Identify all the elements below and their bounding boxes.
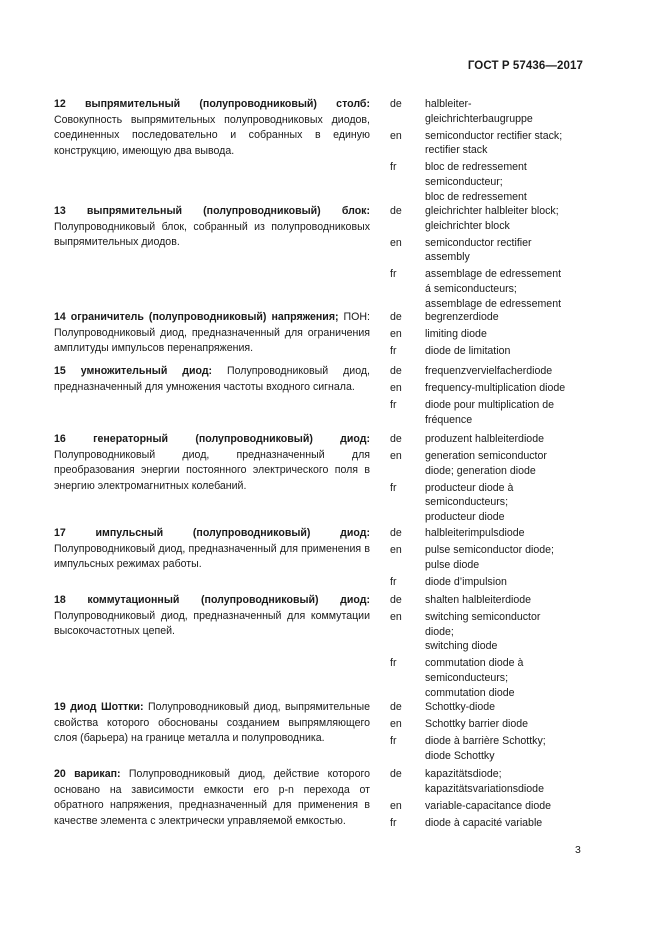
translation-text: halbleiter- gleichrichterbaugruppe (425, 98, 533, 125)
translation-text: shalten halbleiterdiode (425, 594, 532, 606)
term-definition: Полупроводниковый диод, предназначенный для коммутации высокочастотных цепей. (54, 609, 370, 638)
translation-text: generation semiconductor diode; generation diode (425, 450, 547, 477)
term-title: 12 выпрямительный (полупроводниковый) столб: (54, 98, 370, 110)
lang-code: de (390, 701, 402, 713)
translation-text: diode d’impulsion (425, 575, 507, 588)
standard-number: ГОСТ Р 57436—2017 (467, 60, 583, 72)
translation-text: kapazitätsdiode; kapazitätsvariationsdiode (425, 768, 544, 795)
translation-text: frequency-multiplication diode (425, 382, 566, 395)
lang-code: en (390, 718, 402, 731)
translation-text: variable-capacitance diode (425, 799, 552, 812)
lang-code: fr (390, 481, 397, 494)
translation-text: assemblage de edressement á semiconducteurs; assemblage de edressement (425, 268, 562, 310)
lang-code: fr (390, 575, 397, 588)
translations-16 (390, 432, 600, 527)
translations-19 (390, 700, 600, 766)
translation-text: halbleiterimpulsdiode (425, 527, 525, 539)
translation-text: Schottky-diode (425, 701, 496, 713)
term-definition: Полупроводниковый диод, предназначенный для умножения частоты входного сигнала. (54, 365, 370, 393)
term-entry-17 (54, 526, 370, 573)
translation-text: diode à capacité variable (425, 816, 543, 829)
translation-text: producteur diode à semiconducteurs; producteur diode (425, 481, 514, 523)
lang-code: en (390, 328, 402, 341)
translation-text: bloc de redressement semiconducteur; bloc de redressement (425, 161, 527, 203)
lang-code: fr (390, 161, 397, 174)
translation-text: begrenzerdiode (425, 311, 499, 323)
lang-code: de (390, 768, 402, 780)
translations-12 (390, 97, 600, 207)
translation-text: produzent halbleiterdiode (425, 433, 544, 445)
translations-14 (390, 310, 600, 361)
lang-code: fr (390, 268, 397, 281)
term-entry-20 (54, 767, 370, 829)
translations-20 (390, 767, 600, 833)
lang-code: en (390, 544, 402, 557)
page-number: 3 (575, 844, 581, 856)
term-title: 15 умножительный диод: (54, 365, 213, 377)
lang-code: de (390, 527, 402, 539)
translations-15 (390, 364, 600, 430)
term-title: 18 коммутационный (полупроводниковый) диод: (54, 594, 370, 606)
term-definition: Полупроводниковый диод, предназначенный для преобразования энергии постоянного электрического поля в энергию электромагнитных колебаний. (54, 448, 370, 492)
lang-code: en (390, 236, 402, 249)
lang-code: en (390, 129, 402, 142)
term-definition: Полупроводниковый блок, собранный из полупроводниковых выпрямительных диодов. (54, 220, 370, 249)
term-title: 14 ограничитель (полупроводниковый) напряжения; (54, 311, 339, 323)
lang-code: en (390, 450, 402, 463)
translation-text: gleichrichter halbleiter block; gleichrichter block (425, 205, 559, 232)
term-title: 19 диод Шоттки: (54, 701, 144, 713)
term-definition: Полупроводниковый диод, действие которого основано на зависимости емкости его p-n перехода от обратного напряжения, предназначенный для применения в качестве элемента с электрически управляемой емкостью. (54, 768, 370, 827)
term-entry-16 (54, 432, 370, 494)
translations-17 (390, 526, 600, 592)
lang-code: fr (390, 657, 397, 670)
lang-code: de (390, 433, 402, 445)
translation-text: limiting diode (425, 328, 487, 341)
lang-code: de (390, 205, 402, 217)
translation-text: diode pour multiplication de fréquence (425, 399, 554, 426)
term-definition: Полупроводниковый диод, выпрямительные свойства которого обоснованы созданием выпрямляющего слоя (барьера) на границе металла и полупроводника. (54, 701, 370, 745)
translation-text: semiconductor rectifier stack; rectifier stack (425, 129, 563, 157)
translation-text: semiconductor rectifier assembly (425, 236, 532, 264)
lang-code: fr (390, 816, 397, 829)
translations-18 (390, 593, 600, 703)
term-entry-12 (54, 97, 370, 159)
term-definition: Совокупность выпрямительных полупроводниковых диодов, соединенных последовательно и собранных в единую конструкцию, имеющую два вывода. (54, 113, 370, 157)
translation-text: frequenzvervielfacherdiode (425, 365, 553, 377)
lang-code: fr (390, 735, 397, 748)
lang-code: de (390, 98, 402, 110)
lang-code: en (390, 611, 402, 624)
translation-text: diode à barrière Schottky; diode Schottky (425, 735, 546, 762)
term-title: 20 варикап: (54, 768, 121, 780)
term-entry-18 (54, 593, 370, 640)
lang-code: fr (390, 399, 397, 412)
term-title: 17 импульсный (полупроводниковый) диод: (54, 527, 370, 539)
term-definition: Полупроводниковый диод, предназначенный для применения в импульсных режимах работы. (54, 542, 370, 571)
translation-text: switching semiconductor diode; switching diode (425, 611, 541, 653)
translation-text: pulse semiconductor diode; pulse diode (425, 544, 554, 571)
lang-code: en (390, 382, 402, 395)
lang-code: de (390, 594, 402, 606)
lang-code: fr (390, 345, 397, 358)
term-entry-15 (54, 364, 370, 395)
lang-code: de (390, 365, 402, 377)
term-title: 13 выпрямительный (полупроводниковый) блок: (54, 205, 370, 217)
term-definition: ПОН: Полупроводниковый диод, предназначенный для ограничения амплитуды импульсов перенапряжения. (54, 311, 370, 355)
translation-text: commutation diode à semiconducteurs; commutation diode (425, 657, 524, 699)
term-title: 16 генераторный (полупроводниковый) диод: (54, 433, 370, 445)
lang-code: de (390, 311, 402, 323)
translation-text: Schottky barrier diode (425, 718, 529, 731)
translations-13 (390, 204, 600, 314)
translation-text: diode de limitation (425, 345, 511, 358)
term-entry-14 (54, 310, 370, 357)
term-entry-13 (54, 204, 370, 251)
term-entry-19 (54, 700, 370, 747)
lang-code: en (390, 799, 402, 812)
